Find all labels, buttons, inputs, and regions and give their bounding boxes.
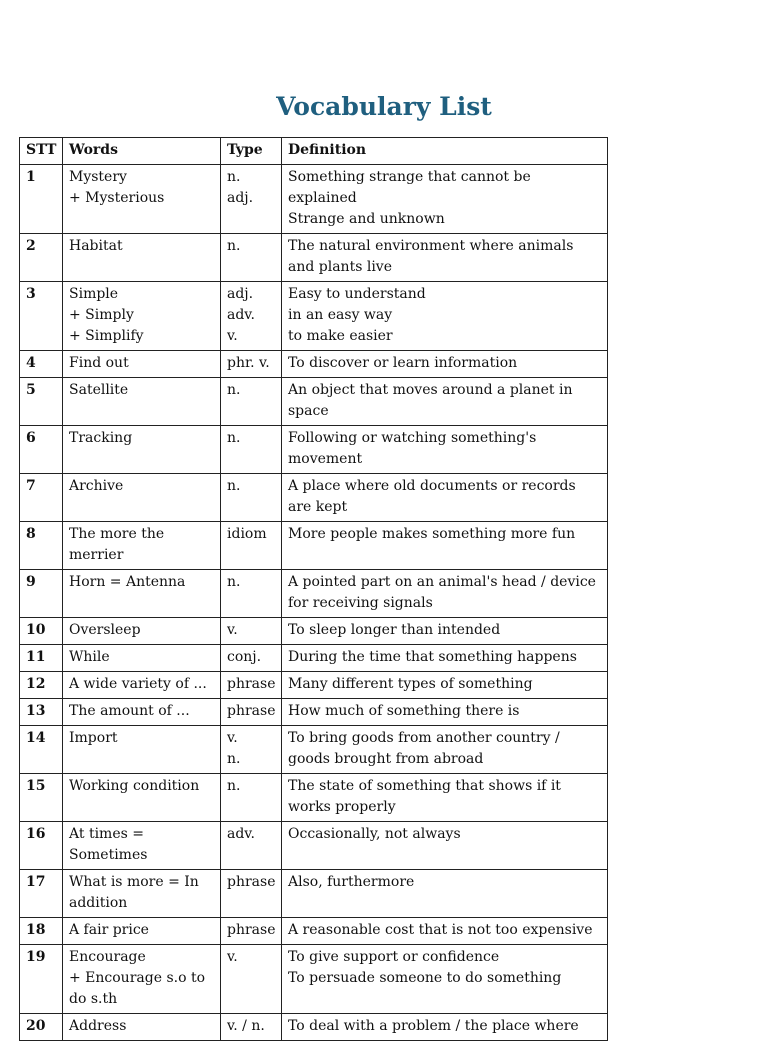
table-row <box>20 426 608 474</box>
definition-text: To sleep longer than intended <box>288 622 501 638</box>
word-text: Address <box>69 1018 127 1034</box>
definition-text: Many different types of something <box>288 676 533 692</box>
type-cell <box>221 822 282 870</box>
type-text: n. <box>227 574 241 590</box>
definition-text: Something strange that cannot be explained <box>288 169 531 206</box>
table-row <box>20 774 608 822</box>
definition-cell <box>282 870 608 918</box>
definition-text: Occasionally, not always <box>288 826 461 842</box>
word-text: A wide variety of ... <box>69 676 207 692</box>
word-cell <box>63 918 221 945</box>
definition-cell <box>282 699 608 726</box>
row-number: 16 <box>20 822 63 870</box>
definition-cell <box>282 822 608 870</box>
word-text: The more the merrier <box>69 526 165 563</box>
word-cell <box>63 822 221 870</box>
type-text: phrase <box>227 703 276 719</box>
word-text: Habitat <box>69 238 123 254</box>
type-cell <box>221 699 282 726</box>
definition-text: A reasonable cost that is not too expensive <box>288 922 593 938</box>
word-text: Find out <box>69 355 129 371</box>
definition-cell <box>282 426 608 474</box>
word-text: + Simply <box>69 307 134 323</box>
word-text: + Encourage s.o to do s.th <box>69 970 206 1007</box>
table-row <box>20 618 608 645</box>
word-text: Oversleep <box>69 622 141 638</box>
table-row <box>20 570 608 618</box>
definition-cell <box>282 774 608 822</box>
type-cell <box>221 522 282 570</box>
type-cell <box>221 618 282 645</box>
type-text: idiom <box>227 526 267 542</box>
word-text: + Mysterious <box>69 190 165 206</box>
word-cell <box>63 645 221 672</box>
word-text: Simple <box>69 286 119 302</box>
definition-cell <box>282 165 608 234</box>
row-number: 17 <box>20 870 63 918</box>
word-cell <box>63 618 221 645</box>
row-number: 15 <box>20 774 63 822</box>
type-cell <box>221 351 282 378</box>
definition-cell <box>282 672 608 699</box>
page-title: Vocabulary List <box>276 92 492 121</box>
definition-cell <box>282 918 608 945</box>
table-row <box>20 282 608 351</box>
word-text: Archive <box>69 478 124 494</box>
word-text: Horn = Antenna <box>69 574 186 590</box>
header-definition: Definition <box>282 138 608 165</box>
word-text: The amount of ... <box>69 703 190 719</box>
table-row <box>20 645 608 672</box>
word-cell <box>63 870 221 918</box>
word-text: Import <box>69 730 118 746</box>
header-type: Type <box>221 138 282 165</box>
type-text: adv. <box>227 307 256 323</box>
word-cell <box>63 474 221 522</box>
definition-text: To deal with a problem / the place where <box>288 1018 579 1034</box>
table-row <box>20 474 608 522</box>
word-text: At times = Sometimes <box>69 826 148 863</box>
definition-cell <box>282 282 608 351</box>
word-cell <box>63 426 221 474</box>
row-number: 20 <box>20 1014 63 1041</box>
word-text: Working condition <box>69 778 200 794</box>
type-cell <box>221 474 282 522</box>
definition-text: During the time that something happens <box>288 649 577 665</box>
definition-cell <box>282 645 608 672</box>
vocabulary-table <box>19 137 608 1041</box>
word-text: Tracking <box>69 430 133 446</box>
definition-text: How much of something there is <box>288 703 520 719</box>
type-text: n. <box>227 169 241 185</box>
table-row <box>20 699 608 726</box>
definition-cell <box>282 378 608 426</box>
row-number: 12 <box>20 672 63 699</box>
word-cell <box>63 570 221 618</box>
word-cell <box>63 1014 221 1041</box>
type-text: n. <box>227 751 241 767</box>
word-text: Mystery <box>69 169 127 185</box>
type-cell <box>221 165 282 234</box>
word-cell <box>63 774 221 822</box>
table-row <box>20 945 608 1014</box>
word-cell <box>63 726 221 774</box>
word-text: A fair price <box>69 922 149 938</box>
table-body <box>20 165 608 1041</box>
row-number: 18 <box>20 918 63 945</box>
type-text: v. <box>227 622 238 638</box>
definition-text: The state of something that shows if it works properly <box>288 778 561 815</box>
definition-cell <box>282 522 608 570</box>
type-text: adv. <box>227 826 256 842</box>
type-cell <box>221 570 282 618</box>
definition-text: The natural environment where animals and plants live <box>288 238 574 275</box>
word-text: What is more = In addition <box>69 874 199 911</box>
definition-text: To bring goods from another country / goods brought from abroad <box>288 730 560 767</box>
definition-text: To discover or learn information <box>288 355 518 371</box>
type-cell <box>221 774 282 822</box>
word-cell <box>63 522 221 570</box>
row-number: 13 <box>20 699 63 726</box>
word-cell <box>63 699 221 726</box>
word-cell <box>63 378 221 426</box>
row-number: 9 <box>20 570 63 618</box>
type-cell <box>221 426 282 474</box>
type-cell <box>221 918 282 945</box>
type-text: v. / n. <box>227 1018 265 1034</box>
type-cell <box>221 645 282 672</box>
row-number: 4 <box>20 351 63 378</box>
definition-text: A pointed part on an animal's head / device for receiving signals <box>288 574 596 611</box>
type-text: adj. <box>227 286 254 302</box>
definition-cell <box>282 618 608 645</box>
definition-text: A place where old documents or records are kept <box>288 478 576 515</box>
type-text: n. <box>227 478 241 494</box>
word-text: + Simplify <box>69 328 144 344</box>
definition-cell <box>282 474 608 522</box>
table-row <box>20 165 608 234</box>
word-text: Satellite <box>69 382 129 398</box>
word-cell <box>63 282 221 351</box>
type-text: adj. <box>227 190 254 206</box>
definition-text: To give support or confidence <box>288 949 500 965</box>
row-number: 11 <box>20 645 63 672</box>
type-cell <box>221 378 282 426</box>
row-number: 2 <box>20 234 63 282</box>
type-text: phr. v. <box>227 355 270 371</box>
definition-cell <box>282 570 608 618</box>
type-cell <box>221 282 282 351</box>
row-number: 14 <box>20 726 63 774</box>
table-row <box>20 918 608 945</box>
type-cell <box>221 1014 282 1041</box>
type-text: n. <box>227 430 241 446</box>
word-cell <box>63 945 221 1014</box>
definition-cell <box>282 1014 608 1041</box>
definition-text: to make easier <box>288 328 393 344</box>
table-row <box>20 234 608 282</box>
header-words: Words <box>63 138 221 165</box>
definition-cell <box>282 351 608 378</box>
definition-cell <box>282 726 608 774</box>
row-number: 19 <box>20 945 63 1014</box>
definition-cell <box>282 945 608 1014</box>
table-row <box>20 1014 608 1041</box>
type-text: n. <box>227 382 241 398</box>
definition-text: To persuade someone to do something <box>288 970 562 986</box>
table-row <box>20 726 608 774</box>
table-row <box>20 822 608 870</box>
table-row <box>20 522 608 570</box>
table-row <box>20 870 608 918</box>
definition-text: More people makes something more fun <box>288 526 576 542</box>
table-row <box>20 378 608 426</box>
row-number: 8 <box>20 522 63 570</box>
type-text: n. <box>227 778 241 794</box>
word-text: While <box>69 649 110 665</box>
type-cell <box>221 945 282 1014</box>
row-number: 1 <box>20 165 63 234</box>
table-header-row <box>20 138 608 165</box>
type-cell <box>221 726 282 774</box>
word-cell <box>63 351 221 378</box>
row-number: 10 <box>20 618 63 645</box>
word-cell <box>63 165 221 234</box>
type-cell <box>221 234 282 282</box>
type-text: v. <box>227 328 238 344</box>
definition-text: in an easy way <box>288 307 393 323</box>
table-row <box>20 672 608 699</box>
word-cell <box>63 234 221 282</box>
type-text: v. <box>227 730 238 746</box>
definition-text: Strange and unknown <box>288 211 445 227</box>
type-text: v. <box>227 949 238 965</box>
row-number: 7 <box>20 474 63 522</box>
type-text: conj. <box>227 649 262 665</box>
type-text: phrase <box>227 922 276 938</box>
row-number: 6 <box>20 426 63 474</box>
header-stt: STT <box>20 138 63 165</box>
definition-text: Also, furthermore <box>288 874 415 890</box>
word-cell <box>63 672 221 699</box>
definition-text: Following or watching something's movement <box>288 430 537 467</box>
definition-cell <box>282 234 608 282</box>
table-row <box>20 351 608 378</box>
type-text: n. <box>227 238 241 254</box>
type-cell <box>221 870 282 918</box>
row-number: 3 <box>20 282 63 351</box>
type-text: phrase <box>227 874 276 890</box>
type-text: phrase <box>227 676 276 692</box>
type-cell <box>221 672 282 699</box>
word-text: Encourage <box>69 949 146 965</box>
row-number: 5 <box>20 378 63 426</box>
definition-text: Easy to understand <box>288 286 426 302</box>
definition-text: An object that moves around a planet in space <box>288 382 573 419</box>
